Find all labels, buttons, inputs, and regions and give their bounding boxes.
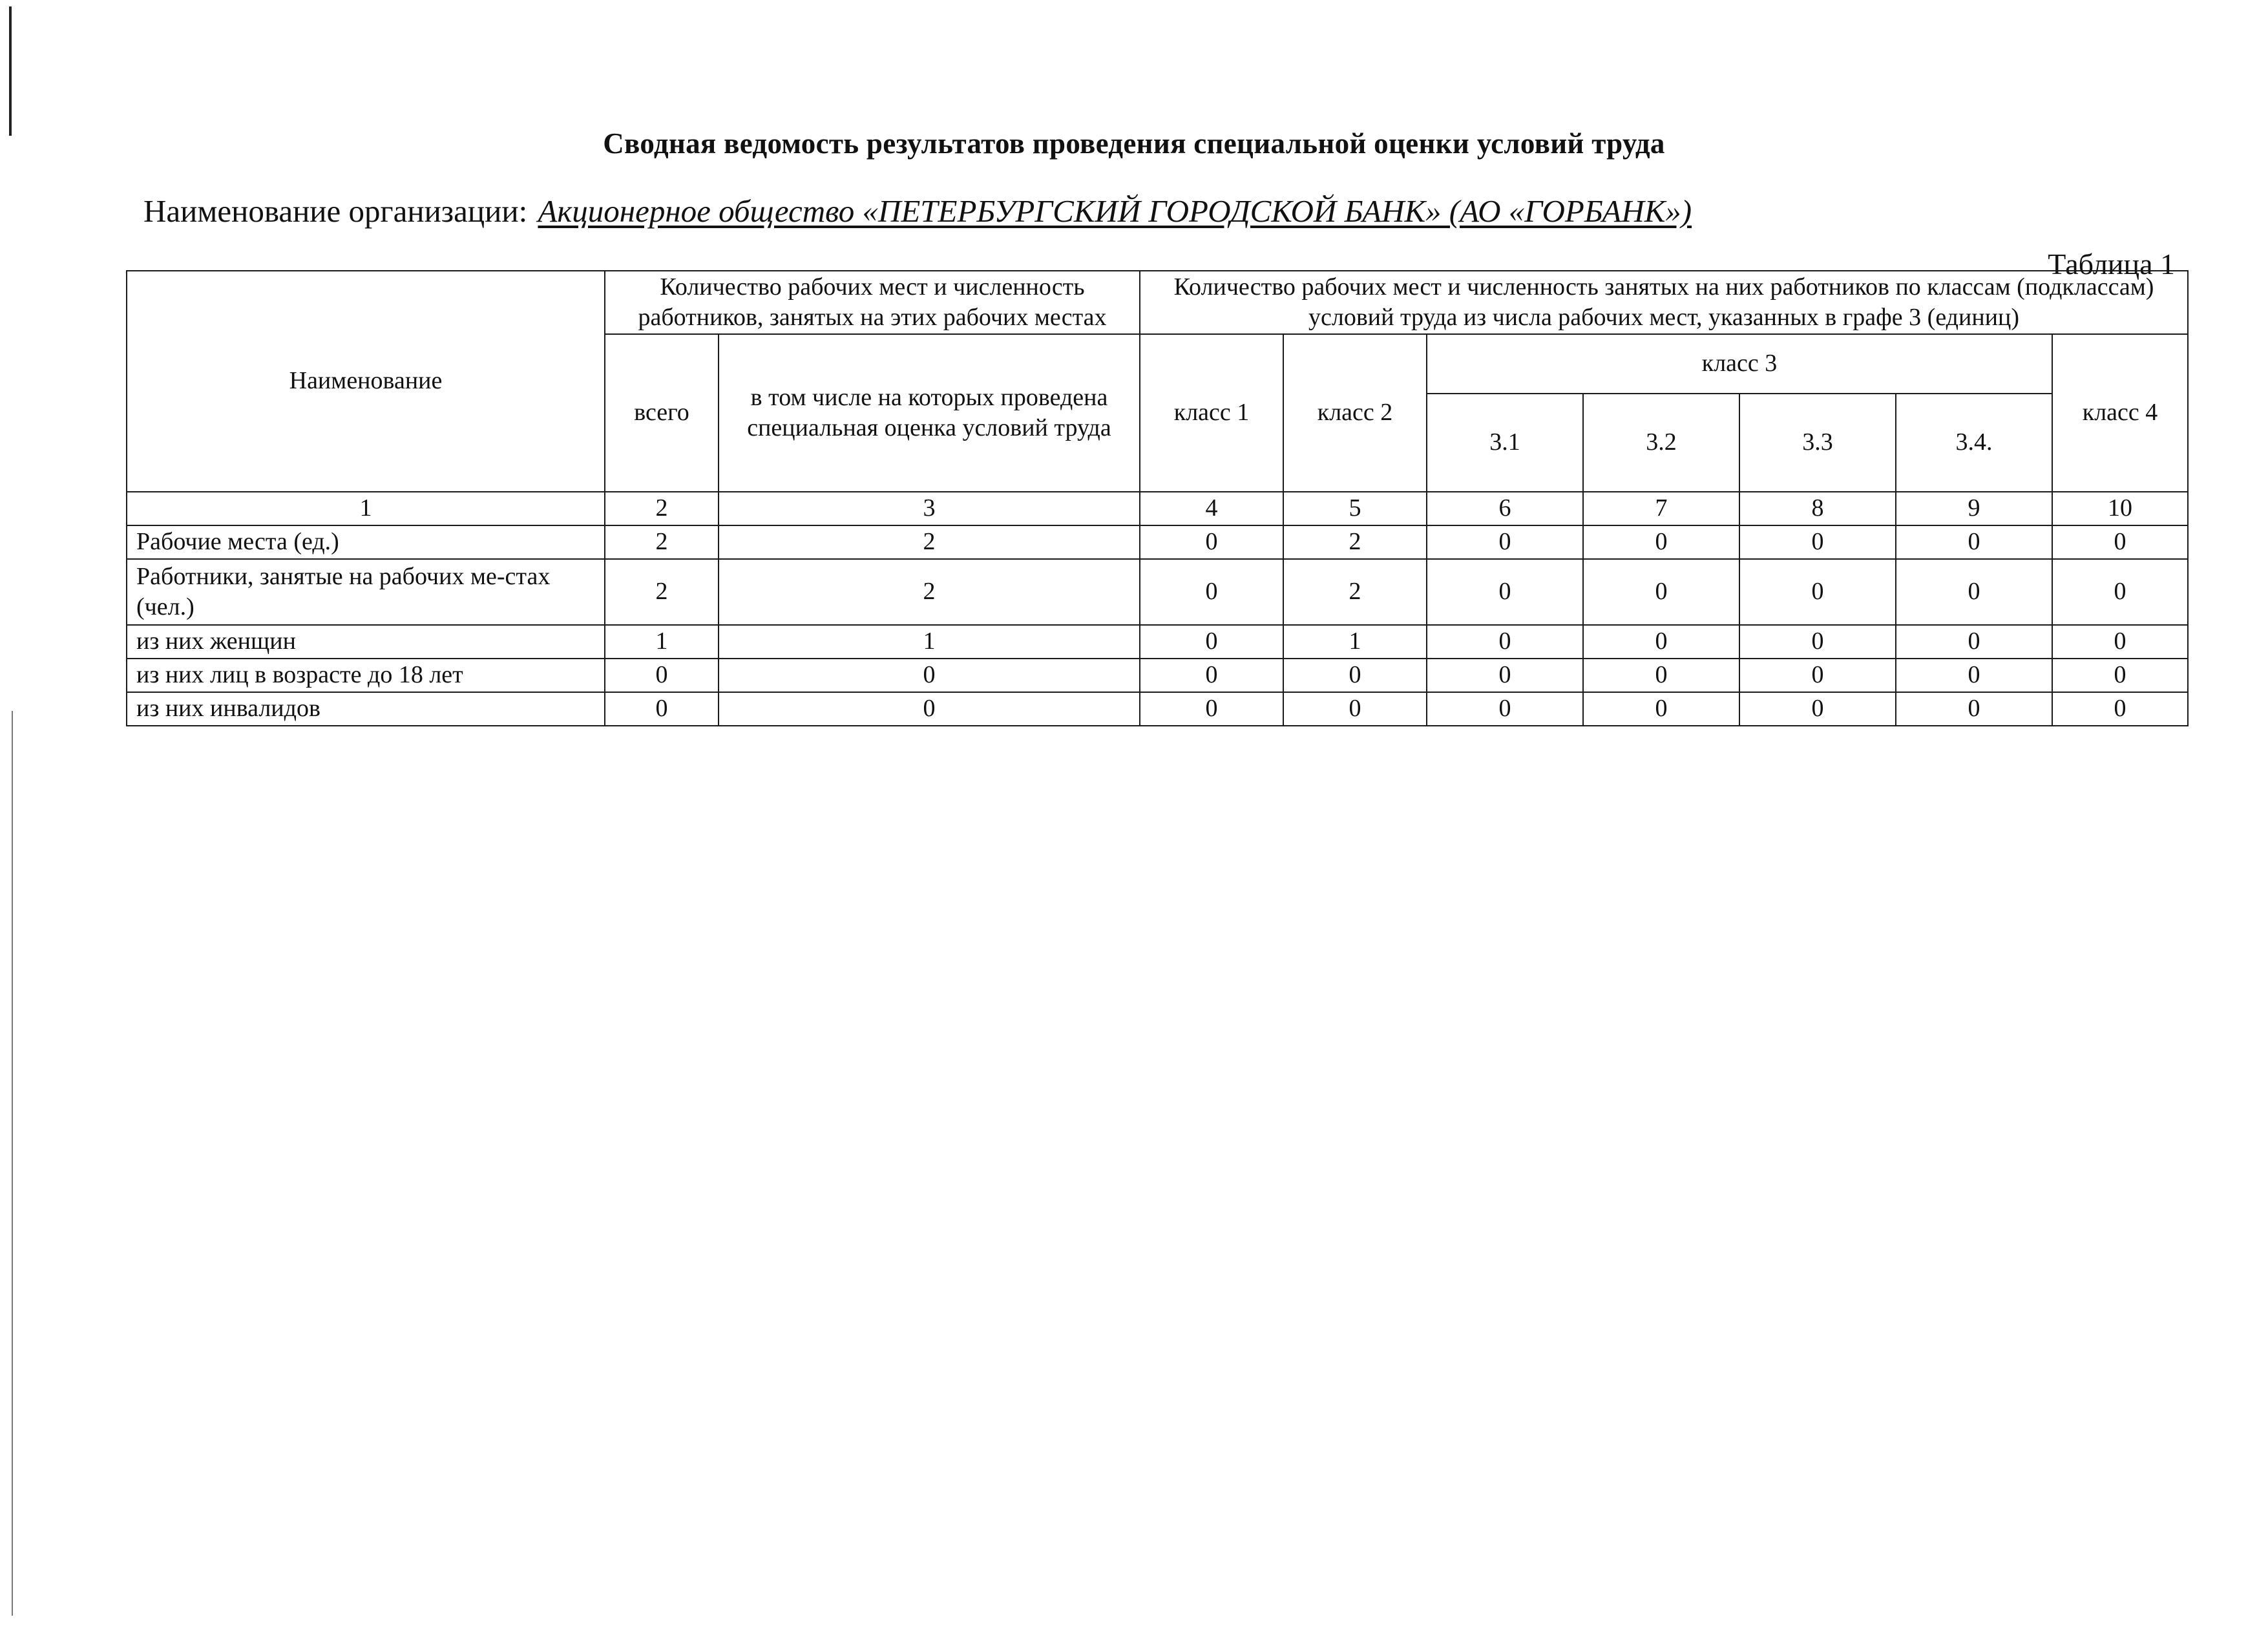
column-number: 2 [605,492,719,525]
header-workplaces-group: Количество рабочих мест и численность работников, занятых на этих рабочих местах [605,271,1140,334]
cell-value: 0 [1140,525,1283,559]
cell-value: 0 [605,692,719,726]
organization-name: Акционерное общество «ПЕТЕРБУРГСКИЙ ГОРОДСКОЙ БАНК» (АО «ГОРБАНК») [538,193,1692,229]
cell-value: 0 [1583,625,1739,659]
column-number: 1 [127,492,605,525]
cell-value: 0 [1896,559,2052,625]
scan-edge-line [9,6,12,136]
row-label: из них женщин [127,625,605,659]
table-row [127,692,2188,726]
row-label: из них лиц в возрасте до 18 лет [127,659,605,692]
cell-value: 0 [2052,659,2188,692]
header-subclass-3-1: 3.1 [1427,394,1583,492]
cell-value: 0 [1583,525,1739,559]
cell-value: 0 [1427,625,1583,659]
header-class2: класс 2 [1283,334,1427,492]
cell-value: 0 [1283,659,1427,692]
cell-value: 0 [2052,525,2188,559]
row-label: из них инвалидов [127,692,605,726]
table-row [127,525,2188,559]
cell-value: 0 [1896,692,2052,726]
cell-value: 1 [1283,625,1427,659]
header-assessed: в том числе на которых проведена специальная оценка условий труда [719,334,1140,492]
cell-value: 1 [719,625,1140,659]
organization-label: Наименование организации: [143,193,528,229]
cell-value: 2 [605,525,719,559]
cell-value: 0 [2052,559,2188,625]
cell-value: 0 [605,659,719,692]
column-number: 3 [719,492,1140,525]
cell-value: 0 [1140,659,1283,692]
header-class1: класс 1 [1140,334,1283,492]
cell-value: 0 [1583,559,1739,625]
cell-value: 0 [1583,659,1739,692]
cell-value: 0 [1583,692,1739,726]
cell-value: 0 [1427,559,1583,625]
header-classes-group: Количество рабочих мест и численность занятых на них работников по классам (подклассам) условий труда из числа рабочих мест, указанных в графе 3 (единиц) [1140,271,2188,334]
cell-value: 0 [1739,692,1896,726]
cell-value: 0 [1427,525,1583,559]
column-number: 5 [1283,492,1427,525]
cell-value: 0 [1140,625,1283,659]
cell-value: 2 [1283,525,1427,559]
header-row [127,271,2188,334]
header-class4: класс 4 [2052,334,2188,492]
cell-value: 0 [719,692,1140,726]
table-row [127,659,2188,692]
cell-value: 0 [719,659,1140,692]
column-number-row [127,492,2188,525]
table-row [127,625,2188,659]
document-title: Сводная ведомость результатов проведения специальной оценки условий труда [603,127,1665,160]
cell-value: 1 [605,625,719,659]
cell-value: 0 [1896,625,2052,659]
column-number: 10 [2052,492,2188,525]
cell-value: 2 [1283,559,1427,625]
cell-value: 0 [1739,525,1896,559]
cell-value: 0 [1739,659,1896,692]
cell-value: 0 [2052,692,2188,726]
table-row [127,559,2188,625]
cell-value: 2 [605,559,719,625]
cell-value: 0 [1739,559,1896,625]
cell-value: 0 [1896,525,2052,559]
header-total: всего [605,334,719,492]
cell-value: 0 [1427,659,1583,692]
column-number: 7 [1583,492,1739,525]
cell-value: 0 [1140,559,1283,625]
header-subclass-3-3: 3.3 [1739,394,1896,492]
scan-edge-line [12,711,13,1616]
column-number: 4 [1140,492,1283,525]
header-subclass-3-4: 3.4. [1896,394,2052,492]
cell-value: 0 [1896,659,2052,692]
cell-value: 0 [2052,625,2188,659]
cell-value: 0 [1283,692,1427,726]
cell-value: 0 [1739,625,1896,659]
cell-value: 2 [719,525,1140,559]
column-number: 8 [1739,492,1896,525]
column-number: 9 [1896,492,2052,525]
column-number: 6 [1427,492,1583,525]
header-class3: класс 3 [1427,334,2052,394]
table-caption: Таблица 1 [2048,248,2175,280]
cell-value: 0 [1427,692,1583,726]
header-subclass-3-2: 3.2 [1583,394,1739,492]
row-label: Работники, занятые на рабочих ме-стах (чел.) [127,559,605,625]
cell-value: 2 [719,559,1140,625]
summary-table [126,270,2189,726]
header-name: Наименование [127,271,605,492]
cell-value: 0 [1140,692,1283,726]
organization-line [143,193,1692,229]
row-label: Рабочие места (ед.) [127,525,605,559]
